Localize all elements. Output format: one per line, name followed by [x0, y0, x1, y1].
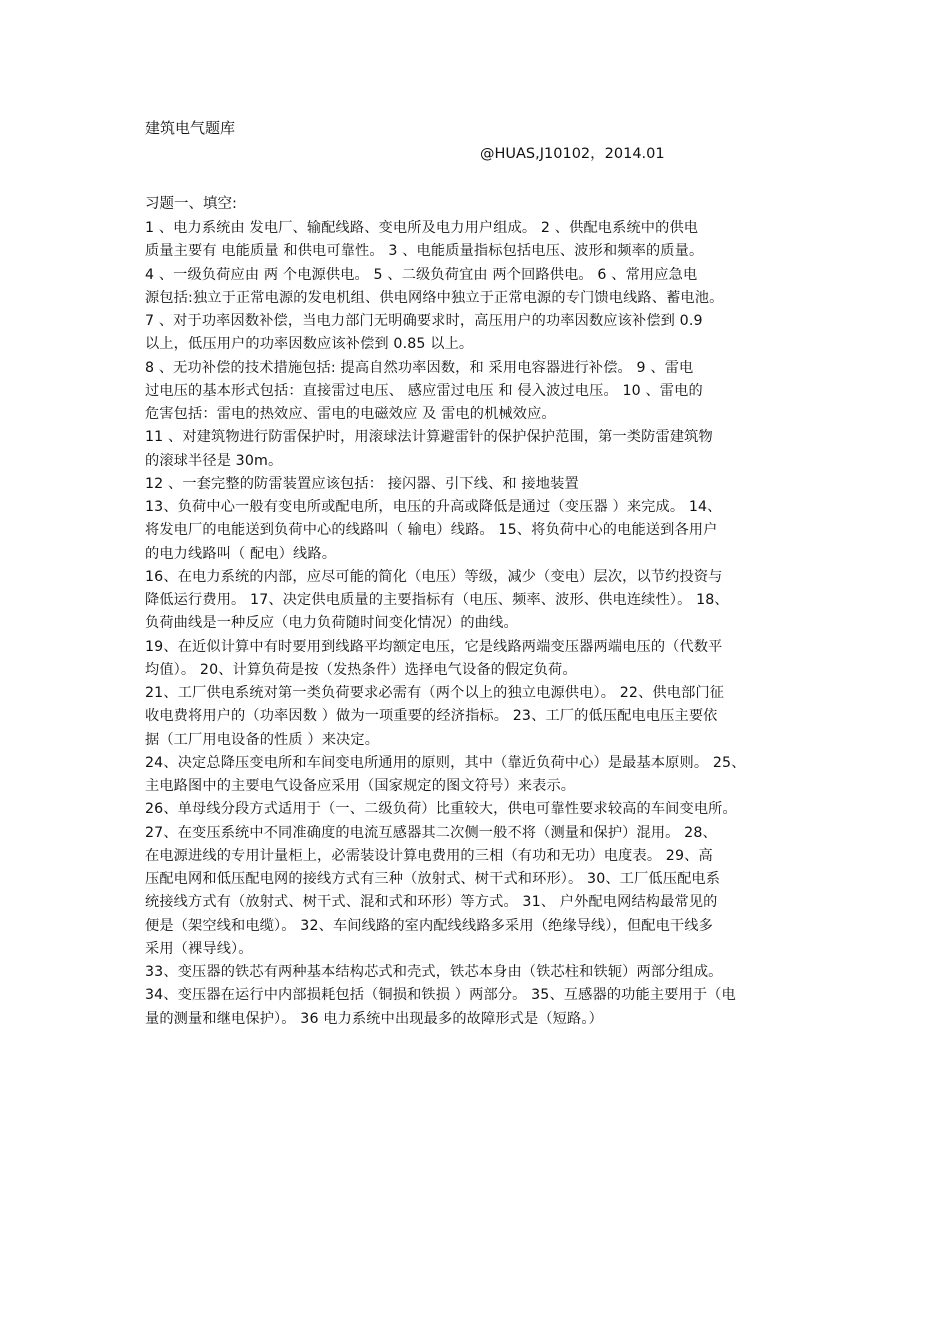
question-text-block: [145, 217, 825, 1031]
text-line: 7 、对于功率因数补偿，当电力部门无明确要求时，高压用户的功率因数应该补偿到 0.9: [145, 313, 703, 329]
text-line: 26、单母线分段方式适用于（一、二级负荷）比重较大，供电可靠性要求较高的车间变电所。: [145, 801, 737, 818]
text-line: 压配电网和低压配电网的接线方式有三种（放射式、树干式和环形）。 30、工厂低压配电系: [145, 871, 721, 887]
text-line: 的电力线路叫（ 配电）线路。: [145, 545, 337, 562]
text-line: 质量主要有 电能质量 和供电可靠性。 3 、电能质量指标包括电压、波形和频率的质量。: [145, 243, 704, 260]
text-line: 33、变压器的铁芯有两种基本结构芯式和壳式，铁芯本身由（铁芯柱和铁轭）两部分组成。: [145, 964, 723, 980]
text-line: 24、决定总降压变电所和车间变电所通用的原则，其中（靠近负荷中心）是最基本原则。 25、: [145, 754, 746, 771]
document-title: 建筑电气题库: [145, 119, 236, 137]
text-line: 以上，低压用户的功率因数应该补偿到 0.85 以上。: [145, 336, 474, 353]
text-line: 11 、对建筑物进行防雷保护时，用滚球法计算避雷针的保护保护范围，第一类防雷建筑物: [145, 429, 713, 446]
text-line: 将发电厂的电能送到负荷中心的线路叫（ 输电）线路。 15、将负荷中心的电能送到各用户: [145, 522, 718, 539]
text-line: 主电路图中的主要电气设备应采用（国家规定的图文符号）来表示。: [145, 778, 576, 794]
text-line: 过电压的基本形式包括：直接雷过电压、 感应雷过电压 和 侵入波过电压。 10 、雷电的: [145, 382, 703, 399]
text-line: 的滚球半径是 30m。: [145, 452, 283, 469]
text-line: 1 、电力系统由 发电厂、输配线路、变电所及电力用户组成。 2 、供配电系统中的供电: [145, 220, 699, 236]
text-line: 16、在电力系统的内部，应尽可能的简化（电压）等级，减少（变电）层次，以节约投资与: [145, 568, 723, 585]
text-line: 源包括:独立于正常电源的发电机组、供电网络中独立于正常电源的专门馈电线路、蓄电池。: [145, 289, 724, 306]
text-line: 降低运行费用。 17、决定供电质量的主要指标有（电压、频率、波形、供电连续性）。 18、: [145, 592, 729, 608]
text-line: 负荷曲线是一种反应（电力负荷随时间变化情况）的曲线。: [145, 615, 518, 632]
text-line: 13、负荷中心一般有变电所或配电所，电压的升高或降低是通过（变压器 ）来完成。 14、: [145, 499, 722, 515]
text-line: 均值）。 20、计算负荷是按（发热条件）选择电气设备的假定负荷。: [145, 661, 577, 678]
text-line: 21、工厂供电系统对第一类负荷要求必需有（两个以上的独立电源供电）。 22、供电部门征: [145, 685, 725, 701]
text-line: 4 、一级负荷应由 两 个电源供电。 5 、二级负荷宜由 两个回路供电。 6 、常用应急电: [145, 266, 698, 283]
document-author-date: @HUAS,J10102，2014.01: [480, 146, 665, 162]
text-line: 便是（架空线和电缆）。 32、车间线路的室内配线线路多采用（绝缘导线），但配电干线多: [145, 917, 713, 934]
section-heading: 习题一、填空:: [145, 196, 237, 212]
text-line: 据（工厂用电设备的性质 ）来决定。: [145, 731, 380, 748]
text-line: 收电费将用户的（功率因数 ）做为一项重要的经济指标。 23、工厂的低压配电电压主要依: [145, 708, 718, 725]
text-line: 34、变压器在运行中内部损耗包括（铜损和铁损 ）两部分。 35、互感器的功能主要用于（电: [145, 987, 736, 1004]
text-line: 量的测量和继电保护）。 36 电力系统中出现最多的故障形式是（短路。）: [145, 1010, 603, 1027]
text-line: 危害包括：雷电的热效应、雷电的电磁效应 及 雷电的机械效应。: [145, 406, 556, 422]
text-line: 12 、一套完整的防雷装置应该包括： 接闪器、引下线、和 接地装置: [145, 475, 579, 492]
text-line: 8 、无功补偿的技术措施包括: 提高自然功率因数，和 采用电容器进行补偿。 9 、雷电: [145, 359, 694, 376]
text-line: 27、在变压系统中不同准确度的电流互感器其二次侧一般不将（测量和保护）混用。 28、: [145, 824, 717, 841]
text-line: 采用（裸导线）。: [145, 940, 253, 957]
text-line: 在电源进线的专用计量柜上，必需装设计算电费用的三相（有功和无功）电度表。 29、高: [145, 847, 713, 864]
text-line: 19、在近似计算中有时要用到线路平均额定电压，它是线路两端变压器两端电压的（代数平: [145, 638, 723, 655]
text-line: 统接线方式有（放射式、树干式、混和式和环形）等方式。 31、 户外配电网结构最常见的: [145, 894, 718, 911]
